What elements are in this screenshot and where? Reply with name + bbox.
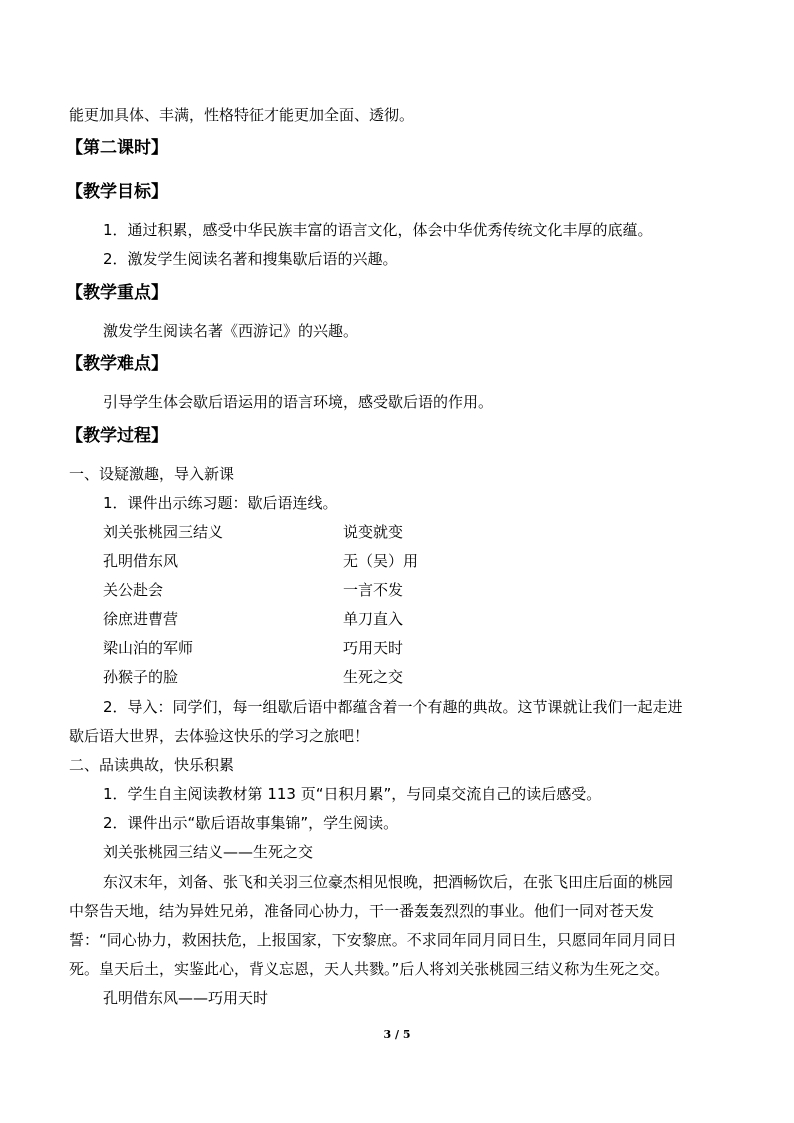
step2-title: 二、品读典故，快乐积累 (69, 756, 235, 774)
step1-item2-line2: 歇后语大世界，去体验这快乐的学习之旅吧！ (69, 727, 370, 745)
heading-second-lesson: 【第二课时】 (66, 138, 168, 158)
matching-right-item: 生死之交 (343, 668, 404, 686)
heading-teaching-focus: 【教学重点】 (66, 283, 168, 303)
step2-item1: 1．学生自主阅读教材第 113 页“日积月累”，与同桌交流自己的读后感受。 (103, 785, 602, 803)
matching-right-item: 说变就变 (343, 523, 404, 541)
heading-teaching-goals: 【教学目标】 (66, 182, 168, 202)
step1-item2-line1: 2．导入：同学们，每一组歇后语中都蕴含着一个有趣的典故。这节课就让我们一起走进 (103, 698, 683, 716)
matching-right-item: 巧用天时 (343, 639, 404, 657)
goal-item-1: 1．通过积累，感受中华民族丰富的语言文化，体会中华优秀传统文化丰厚的底蕴。 (103, 221, 653, 239)
story2-title: 孔明借东风——巧用天时 (103, 989, 269, 1007)
matching-right-item: 单刀直入 (343, 610, 404, 628)
matching-left-item: 刘关张桃园三结义 (103, 523, 224, 541)
story1-title: 刘关张桃园三结义——生死之交 (103, 843, 314, 861)
difficulty-text: 引导学生体会歇后语运用的语言环境，感受歇后语的作用。 (103, 393, 494, 411)
heading-teaching-difficulty: 【教学难点】 (66, 354, 168, 374)
story1-paragraph-line: 誓：“同心协力，救困扶危，上报国家，下安黎庶。不求同年同月同日生，只愿同年同月同日 (69, 931, 677, 949)
story1-paragraph-line: 中祭告天地，结为异姓兄弟，准备同心协力，干一番轰轰烈烈的事业。他们一同对苍天发 (69, 902, 655, 920)
story1-paragraph-line: 东汉末年，刘备、张飞和关羽三位豪杰相见恨晚，把酒畅饮后，在张飞田庄后面的桃园 (103, 873, 674, 891)
heading-teaching-process: 【教学过程】 (66, 426, 168, 446)
matching-right-item: 一言不发 (343, 581, 404, 599)
step1-item1: 1．课件出示练习题：歇后语连线。 (103, 494, 338, 512)
intro-tail-text: 能更加具体、丰满，性格特征才能更加全面、透彻。 (69, 106, 415, 124)
matching-left-item: 孙猴子的脸 (103, 668, 179, 686)
matching-left-item: 关公赴会 (103, 581, 164, 599)
step1-title: 一、设疑激趣，导入新课 (69, 465, 235, 483)
focus-text: 激发学生阅读名著《西游记》的兴趣。 (103, 322, 359, 340)
story1-paragraph-line: 死。皇天后土，实鉴此心，背义忘恩，天人共戮。”后人将刘关张桃园三结义称为生死之交。 (69, 960, 670, 978)
matching-left-item: 梁山泊的军师 (103, 639, 194, 657)
goal-item-2: 2．激发学生阅读名著和搜集歇后语的兴趣。 (103, 250, 398, 268)
page-number: 3 / 5 (383, 1028, 411, 1041)
matching-left-item: 孔明借东风 (103, 552, 179, 570)
matching-left-item: 徐庶进曹营 (103, 610, 179, 628)
step2-item2: 2．课件出示“歇后语故事集锦”，学生阅读。 (103, 814, 399, 832)
matching-right-item: 无（吴）用 (343, 552, 419, 570)
